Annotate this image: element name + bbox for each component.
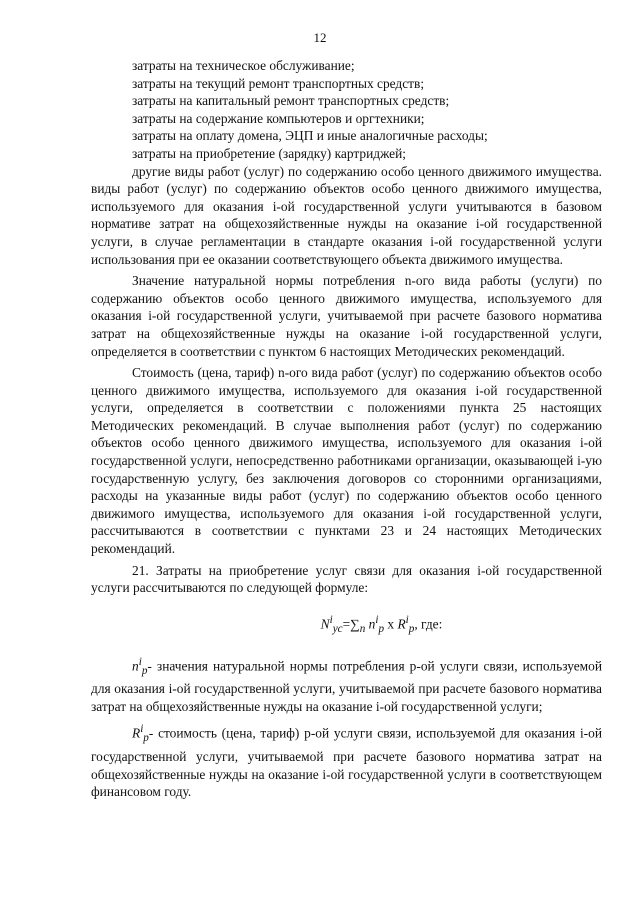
definition-sub: p [143,732,149,745]
paragraph: 21. Затраты на приобретение услуг связи для оказания i-ой государственной услуги рассчитываются по следующей формуле: [91,562,602,596]
definition-text: - значения натуральной нормы потребления р-ой услуги связи, используемой для оказания i-ой государственной услуги, учитываемой при расчете базового норматива затрат на общехозяйственные нужды на оказание i-ой государственной услуги; [91,658,602,714]
definition [91,721,602,801]
formula-r-term: R [397,616,406,632]
list-item: затраты на капитальный ремонт транспортных средств; [132,93,450,109]
paragraph: Стоимость (цена, тариф) n-ого вида работ (услуг) по содержанию объектов особо ценного движимого имущества, используемого для оказания i-ой государственной услуги, определяется в соответствии с положениями пункта 25 настоящих Методических рекомендаций. В случае выполнения работ (услуг) по содержанию объектов особо ценного движимого имущества, используемого для оказания i-ой государственной услуги, непосредственно работниками организации, оказывающей i-ую государственную услугу, без заключения договоров со сторонними организациями, расходы на указанные виды работ (услуг) по содержанию объектов особо ценного движимого имущества, используемого для оказания i-ой государственной услуги, рассчитываются в соответствии с пунктами 23 и 24 настоящих Методических рекомендаций. [91,365,602,557]
definition [91,654,602,716]
definition-symbol: R [132,725,141,741]
formula [91,612,602,639]
formula-times: x [384,616,398,632]
page-content [91,57,602,801]
definition-symbol: n [132,658,139,674]
formula-n-term: n [368,616,376,632]
formula-n-sup: i [375,613,379,626]
formula-r-sub: p [408,622,415,635]
formula-sum-sub: n [359,622,366,635]
formula-lhs-sup: i [329,613,333,626]
definition-sup: i [140,723,144,736]
formula-suffix: , где: [414,616,443,632]
list-item: затраты на техническое обслуживание; [132,58,355,73]
list-item: затраты на оплату домена, ЭЦП и иные аналогичные расходы; [132,128,488,144]
paragraph: Значение натуральной нормы потребления n-ого вида работы (услуги) по содержанию объектов особо ценного движимого имущества, используемого для оказания i-ой государственной услуги, учитываемой при расчете базового норматива затрат на общехозяйственные нужды на оказание i-ой государственной услуги, определяется в соответствии с пунктом 6 настоящих Методических рекомендаций. [91,273,602,359]
definition-text: - стоимость (цена, тариф) р-ой услуги связи, используемой для оказания i-ой государственной услуги, учитываемой при расчете базового норматива затрат на общехозяйственные нужды на оказание i-ой государственной услуги в соответствующем финансовом году. [91,725,602,800]
formula-lhs: N [320,616,330,632]
definition-sub: p [141,664,148,677]
paragraph: другие виды работ (услуг) по содержанию особо ценного движимого имущества. виды работ (услуг) по содержанию объектов особо ценного движимого имущества, используемого для оказания i-ой государственной услуги учитываются в базовом нормативе затрат на общехозяйственные нужды на оказание i-ой государственной услуги, в случае регламентации в стандарте оказания i-ой государственной услуги использования при ее оказании соответствующего объекта движимого имущества. [91,163,602,267]
list-item: затраты на текущий ремонт транспортных средств; [132,75,425,91]
formula-lhs-sub: ус [332,622,343,635]
formula-r-sup: i [405,613,409,626]
list-item: затраты на приобретение (зарядку) картриджей; [132,145,406,161]
list-item: затраты на содержание компьютеров и оргтехники; [132,110,425,126]
formula-n-sub: p [378,622,385,635]
formula-equals-sum: =∑ [342,616,360,632]
page-number: 12 [313,30,327,45]
definition-sup: i [138,655,142,668]
